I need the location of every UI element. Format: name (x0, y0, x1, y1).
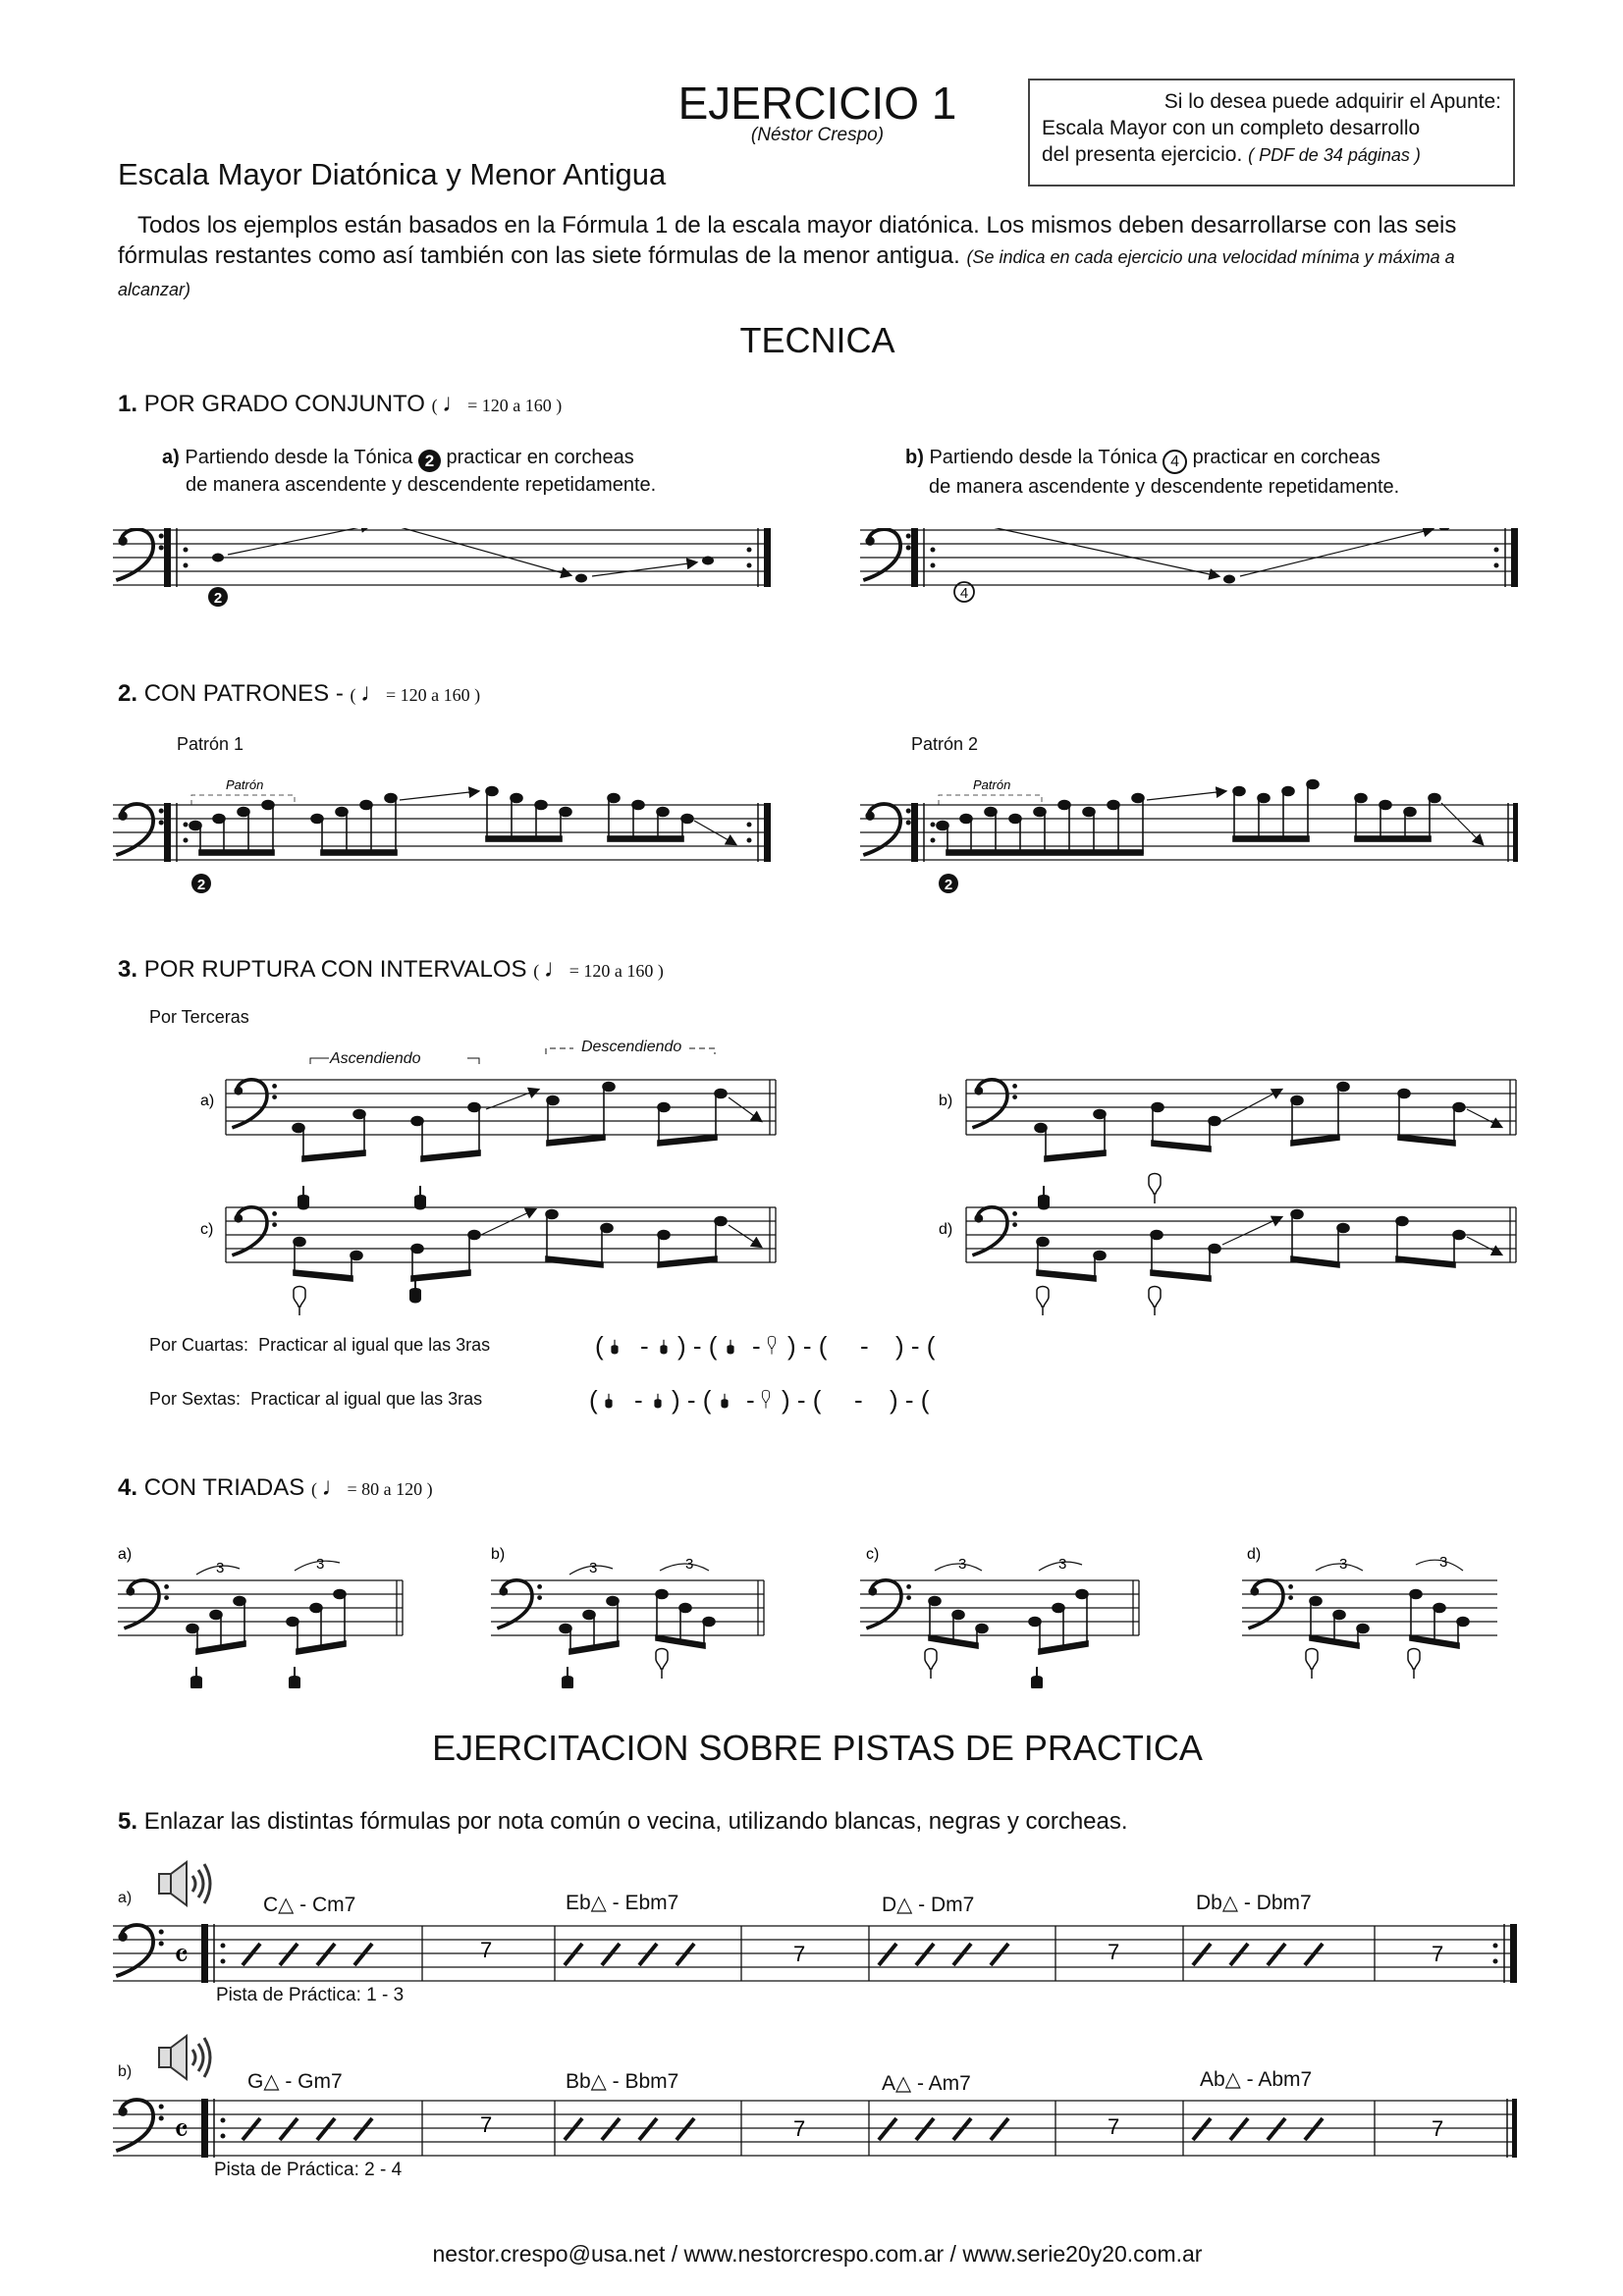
speaker-icon[interactable] (155, 1860, 216, 1909)
chord-label: Bb△ - Bbm7 (566, 2070, 679, 2093)
finger-label: 4 (959, 585, 969, 602)
pista-b-label: b) (118, 2063, 133, 2080)
note (702, 557, 714, 565)
pick-up-icon (1149, 1287, 1161, 1316)
svg-text:) - (: ) - ( (895, 1331, 936, 1361)
svg-text:-: - (640, 1331, 649, 1361)
section-1b-instructions: b) Partiendo desde la Tónica 4 practicar en corcheas de manera ascendente y descendente repetidamente. (905, 447, 1400, 498)
pick-up-icon (925, 1649, 937, 1680)
triplet-label: 3 (1058, 1556, 1067, 1573)
staff-label: a) (200, 1093, 215, 1109)
bass-clef-icon (863, 804, 910, 855)
chord-label: D△ - Dm7 (882, 1894, 975, 1916)
section-3-title: 3. POR RUPTURA CON INTERVALOS ( ♩= 120 a 160 ) (118, 954, 664, 983)
intro-text: Todos los ejemplos están basados en la Fórmula 1 de la escala mayor diatónica. Los mismos deben desarrollarse con las seis fórmulas restantes como así también con las siete fórmulas de la menor antigua. (118, 212, 1457, 269)
pick-down-icon (1038, 1186, 1050, 1210)
pista-a-label: a) (118, 1890, 133, 1906)
staff-label: c) (200, 1221, 214, 1238)
bass-clef-icon (116, 1925, 163, 1976)
triplet-label: 3 (216, 1560, 225, 1576)
buy-line-1: Si lo desea puede adquirir el Apunte: (1163, 90, 1501, 113)
svg-text:-: - (860, 1331, 869, 1361)
triplet-label: 3 (1339, 1556, 1348, 1573)
note (1223, 575, 1235, 584)
cuartas-pick-sequence (595, 1327, 958, 1366)
repeat-measure-mark: 7 (480, 2112, 493, 2137)
pick-up-icon (294, 1287, 305, 1316)
pick-up-icon (656, 1649, 668, 1680)
section-2-title: 2. CON PATRONES - ( ♩= 120 a 160 ) (118, 678, 481, 707)
patron-small-label: Patrón (226, 777, 264, 792)
repeat-measure-mark: 7 (1108, 1940, 1120, 1964)
section-5-text: 5. Enlazar las distintas fórmulas por nota común o vecina, utilizando blancas, negras y corcheas. (118, 1808, 1128, 1835)
staff-5b (113, 2097, 1527, 2165)
svg-text:) - (: ) - ( (672, 1385, 712, 1415)
por-cuartas-row: Por Cuartas: Practicar al igual que las 3ras (149, 1335, 491, 1355)
bass-clef-icon (116, 804, 163, 855)
pick-up-icon (1149, 1174, 1161, 1204)
patron-2-label: Patrón 2 (911, 734, 979, 754)
svg-text:) - (: ) - ( (677, 1331, 718, 1361)
por-sextas-row: Por Sextas: Practicar al igual que las 3ras (149, 1389, 483, 1409)
bass-clef-icon (116, 529, 163, 580)
staff-label: d) (939, 1221, 953, 1238)
pick-down-icon (289, 1667, 300, 1688)
repeat-measure-mark: 7 (1432, 1942, 1444, 1966)
finger-label: 2 (196, 877, 206, 893)
ascendiendo-label: Ascendiendo (330, 1050, 421, 1067)
chord-label: G△ - Gm7 (247, 2070, 343, 2093)
page-title: EJERCICIO 1 (677, 78, 957, 129)
buy-line-3: del presenta ejercicio. ( PDF de 34 páginas ) (1042, 143, 1421, 166)
common-time-icon: 𝄴 (174, 2112, 189, 2150)
section-4-title: 4. CON TRIADAS ( ♩= 80 a 120 ) (118, 1472, 433, 1501)
finger-2-icon: 2 (418, 450, 441, 472)
chord-label: A△ - Am7 (882, 2072, 971, 2095)
intro-note: (Se indica en cada ejercicio una velocidad mínima y máxima a alcanzar) (118, 247, 1455, 299)
staff-label: b) (939, 1093, 953, 1109)
pick-up-icon (1408, 1649, 1420, 1680)
staff-1a (113, 528, 781, 626)
por-terceras-label: Por Terceras (149, 1007, 249, 1027)
staves-3 (0, 1041, 1623, 1315)
section-1a-instructions: a) Partiendo desde la Tónica 2 practicar en corcheas de manera ascendente y descendente repetidamente. (162, 447, 657, 496)
svg-text:) - (: ) - ( (890, 1385, 930, 1415)
speaker-icon[interactable] (155, 2034, 216, 2083)
author: (Néstor Crespo) (750, 125, 885, 145)
finger-label: 2 (213, 590, 223, 607)
pick-down-icon (409, 1279, 421, 1304)
pistas-heading: EJERCITACION SOBRE PISTAS DE PRACTICA (432, 1728, 1203, 1768)
svg-text:) - (: ) - ( (782, 1385, 822, 1415)
staff-label: c) (866, 1546, 880, 1563)
pista-a-track-label: Pista de Práctica: 1 - 3 (216, 1985, 405, 2005)
staff-label: d) (1247, 1546, 1262, 1563)
sextas-pick-sequence (589, 1381, 952, 1420)
triplet-label: 3 (1439, 1554, 1448, 1571)
svg-text:-: - (746, 1385, 755, 1415)
staff-label: a) (118, 1546, 133, 1563)
triplet-label: 3 (685, 1556, 694, 1573)
tecnica-heading: TECNICA (739, 320, 895, 360)
repeat-measure-mark: 7 (1108, 2114, 1120, 2139)
note (212, 554, 224, 562)
pick-up-icon (1306, 1649, 1318, 1680)
triplet-label: 3 (958, 1556, 967, 1573)
buy-line-2: Escala Mayor con un completo desarrollo (1042, 117, 1421, 139)
staff-1b (860, 528, 1528, 626)
repeat-measure-mark: 7 (793, 2116, 806, 2141)
triplet-label: 3 (589, 1560, 598, 1576)
pick-up-icon (1037, 1287, 1049, 1316)
chord-label: Eb△ - Ebm7 (566, 1892, 679, 1914)
staff-5a (113, 1922, 1527, 1991)
pista-b-track-label: Pista de Práctica: 2 - 4 (214, 2160, 403, 2180)
note (575, 574, 587, 583)
svg-text:-: - (752, 1331, 761, 1361)
repeat-measure-mark: 7 (480, 1938, 493, 1962)
staff-2b (860, 775, 1528, 903)
descendiendo-label: Descendiendo (581, 1039, 682, 1055)
footer-links[interactable]: nestor.crespo@usa.net / www.nestorcrespo.com.ar / www.serie20y20.com.ar (432, 2241, 1203, 2267)
chord-label: Ab△ - Abm7 (1200, 2068, 1313, 2091)
svg-text:) - (: ) - ( (787, 1331, 828, 1361)
pick-down-icon (414, 1186, 426, 1210)
chord-label: Db△ - Dbm7 (1196, 1892, 1312, 1914)
svg-text:-: - (634, 1385, 643, 1415)
chord-label: C△ - Cm7 (263, 1894, 356, 1916)
repeat-measure-mark: 7 (793, 1942, 806, 1966)
staff-2a (113, 775, 781, 903)
page-subtitle: Escala Mayor Diatónica y Menor Antigua (118, 157, 667, 191)
patron-1-label: Patrón 1 (177, 734, 244, 754)
section-1-title: 1. POR GRADO CONJUNTO ( ♩= 120 a 160 ) (118, 389, 563, 417)
finger-label: 2 (944, 877, 953, 893)
patron-small-label: Patrón (973, 777, 1011, 792)
bass-clef-icon (863, 529, 910, 580)
repeat-measure-mark: 7 (1432, 2116, 1444, 2141)
common-time-icon: 𝄴 (174, 1938, 189, 1975)
finger-4-icon: 4 (1163, 450, 1187, 474)
pick-down-icon (298, 1186, 309, 1210)
staff-label: b) (491, 1546, 506, 1563)
pick-down-icon (190, 1667, 202, 1688)
pick-down-icon (562, 1667, 573, 1688)
svg-text:(: ( (595, 1331, 604, 1361)
pick-down-icon (1031, 1667, 1043, 1688)
svg-text:(: ( (589, 1385, 598, 1415)
staves-4 (0, 1531, 1623, 1688)
svg-text:-: - (854, 1385, 863, 1415)
triplet-label: 3 (316, 1556, 325, 1573)
bass-clef-icon (116, 2100, 163, 2151)
